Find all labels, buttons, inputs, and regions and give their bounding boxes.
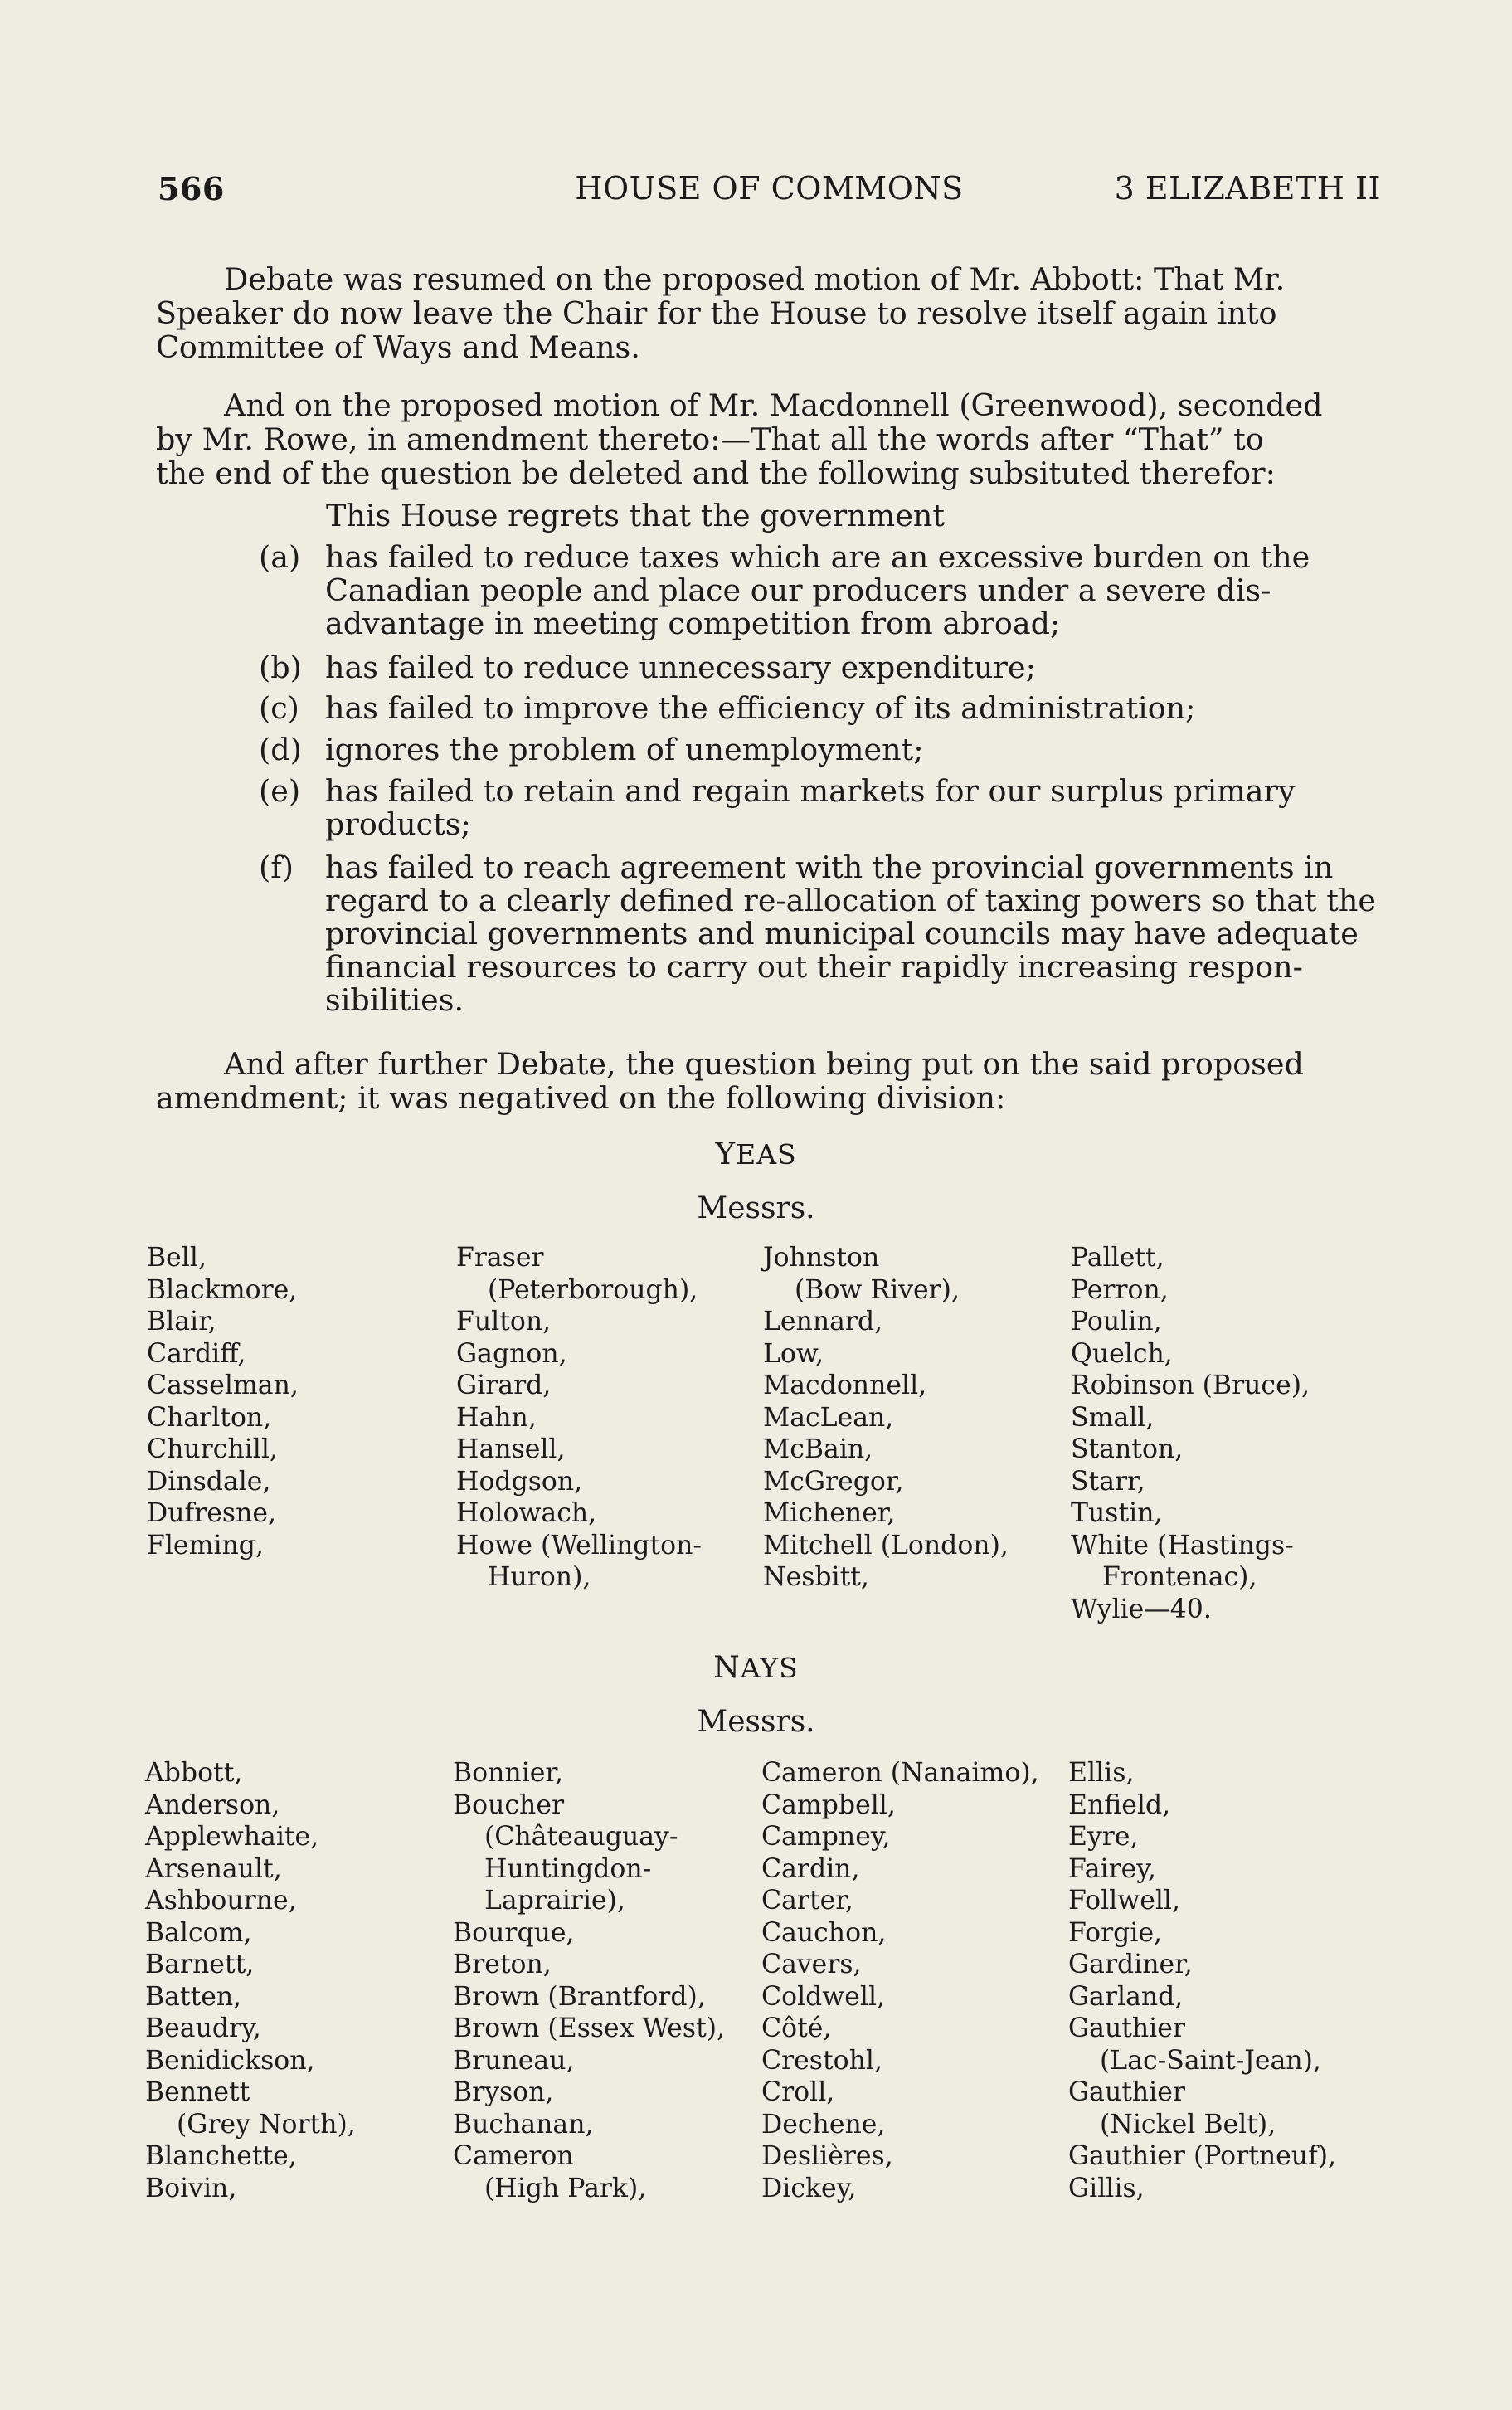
nays-column-1	[145, 1757, 356, 2204]
member-name: Bourque,	[453, 1917, 575, 1948]
member-name: Casselman,	[147, 1371, 299, 1400]
amendment-lead: This House regrets that the government	[326, 498, 946, 533]
yeas-column-2	[456, 1242, 702, 1594]
member-name: Frontenac),	[1102, 1562, 1257, 1592]
amendment-item-d: (d) ignores the problem of unemployment;	[259, 732, 924, 767]
member-name: Huntingdon-	[484, 1853, 652, 1884]
member-name: Cavers,	[761, 1950, 862, 1979]
member-name: Cauchon,	[761, 1917, 887, 1948]
member-name: Hahn,	[456, 1402, 537, 1433]
nays-column-2	[453, 1757, 725, 2204]
member-name: (High Park),	[484, 2173, 647, 2203]
member-name: Buchanan,	[453, 2109, 594, 2140]
member-name: McGregor,	[763, 1466, 904, 1497]
member-name: Hodgson,	[456, 1466, 583, 1497]
member-name: Dickey,	[761, 2173, 857, 2203]
member-name: Ashbourne,	[145, 1886, 297, 1916]
member-name: Arsenault,	[145, 1853, 282, 1884]
member-name: Gauthier	[1068, 2077, 1185, 2107]
member-name: Perron,	[1071, 1274, 1169, 1305]
member-name: Forgie,	[1068, 1917, 1163, 1948]
member-name: (Nickel Belt),	[1100, 2109, 1276, 2140]
member-name: Boivin,	[145, 2173, 237, 2203]
amendment-item-a: (a) has failed to reduce taxes which are an excessive burden on the Canadian people and place our producers under a severe dis- advantage in meeting competition from abroad;	[259, 539, 1310, 641]
member-name: Fleming,	[147, 1530, 264, 1560]
member-name: Follwell,	[1068, 1886, 1181, 1916]
member-name: Anderson,	[145, 1789, 280, 1820]
member-name: Bryson,	[453, 2077, 554, 2107]
member-name: Dechene,	[761, 2109, 886, 2140]
member-name: Brown (Brantford),	[453, 1981, 706, 2012]
member-name: Stanton,	[1071, 1434, 1184, 1464]
member-name: Campbell,	[761, 1789, 896, 1820]
member-name: Balcom,	[145, 1917, 252, 1948]
member-name: Gauthier	[1068, 2013, 1185, 2043]
member-name: Pallett,	[1071, 1243, 1164, 1273]
amendment-item-e: (e) has failed to retain and regain markets for our surplus primary products;	[259, 773, 1296, 842]
member-name: Holowach,	[456, 1498, 597, 1528]
member-name: Tustin,	[1071, 1498, 1163, 1528]
member-name: Gardiner,	[1068, 1950, 1193, 1979]
member-name: Mitchell (London),	[763, 1530, 1009, 1560]
member-name: White (Hastings-	[1071, 1530, 1294, 1560]
member-name: Robinson (Bruce),	[1071, 1371, 1310, 1400]
nays-column-4	[1068, 1757, 1336, 2204]
member-name: Lennard,	[763, 1307, 883, 1336]
member-name: Small,	[1071, 1402, 1155, 1433]
member-name: Low,	[763, 1338, 824, 1369]
member-name: Gauthier (Portneuf),	[1068, 2141, 1337, 2171]
member-name: Carter,	[761, 1886, 853, 1916]
member-name: Deslières,	[761, 2141, 893, 2171]
member-name: (Lac-Saint-Jean),	[1100, 2045, 1321, 2076]
member-name: Charlton,	[147, 1402, 272, 1433]
member-name: Boucher	[453, 1789, 565, 1820]
nays-messrs: Messrs.	[697, 1705, 815, 1739]
yeas-messrs: Messrs.	[697, 1191, 815, 1225]
member-name: Eyre,	[1068, 1822, 1139, 1852]
member-name: Cardiff,	[147, 1338, 246, 1369]
member-name: Garland,	[1068, 1981, 1184, 2012]
amendment-item-c: (c) has failed to improve the efficiency of its administration;	[259, 690, 1196, 726]
page-header	[158, 170, 1381, 212]
member-name: Cameron (Nanaimo),	[761, 1758, 1039, 1788]
member-name: Fraser	[456, 1243, 544, 1273]
member-name: Girard,	[456, 1371, 552, 1400]
member-name: Blanchette,	[145, 2141, 297, 2171]
member-name: Blackmore,	[147, 1274, 298, 1305]
member-name: Campney,	[761, 1822, 891, 1852]
nays-column-3	[761, 1757, 1039, 2204]
member-name: Huron),	[488, 1562, 591, 1592]
member-name: (Bow River),	[795, 1274, 960, 1305]
member-name: Johnston	[763, 1243, 880, 1273]
member-name: Gagnon,	[456, 1338, 567, 1369]
member-name: MacLean,	[763, 1402, 894, 1433]
member-name: Macdonnell,	[763, 1371, 927, 1400]
member-name: Cardin,	[761, 1853, 860, 1884]
member-name: Coldwell,	[761, 1981, 886, 2012]
member-name: Fairey,	[1068, 1853, 1156, 1884]
member-name: Wylie—40.	[1071, 1594, 1212, 1624]
division-paragraph: And after further Debate, the question being put on the said proposed amendment; it was negatived on the following division:	[156, 1046, 1304, 1116]
member-name: Benidickson,	[145, 2045, 315, 2076]
member-name: Bonnier,	[453, 1758, 564, 1788]
amendment-motion-paragraph: And on the proposed motion of Mr. Macdonnell (Greenwood), seconded by Mr. Rowe, in amendment thereto:—That all the words after “That” to the end of the question be deleted and the following subsituted therefor:	[156, 387, 1323, 491]
debate-resumed-paragraph: Debate was resumed on the proposed motion of Mr. Abbott: That Mr. Speaker do now leave the Chair for the House to resolve itself again into Committee of Ways and Means.	[156, 261, 1286, 365]
amendment-item-f: (f) has failed to reach agreement with the provincial governments in regard to a clearly defined re-allocation of taxing powers so that the provincial governments and municipal councils may have adequate financial resources to carry out their rapidly increasing respon- sibilities.	[259, 850, 1377, 1018]
member-name: Bell,	[147, 1243, 207, 1273]
member-name: Applewhaite,	[145, 1822, 319, 1852]
yeas-column-1	[147, 1242, 299, 1561]
member-name: Beaudry,	[145, 2013, 261, 2043]
amendment-item-b: (b) has failed to reduce unnecessary expenditure;	[259, 650, 1036, 685]
yeas-column-3	[763, 1242, 1009, 1594]
running-title: HOUSE OF COMMONS	[575, 170, 964, 207]
member-name: Dufresne,	[147, 1498, 277, 1528]
member-name: Cameron	[453, 2141, 574, 2171]
member-name: Dinsdale,	[147, 1466, 271, 1497]
member-name: Côté,	[761, 2013, 832, 2043]
member-name: (Peterborough),	[488, 1274, 698, 1305]
member-name: Poulin,	[1071, 1307, 1162, 1336]
member-name: Bennett	[145, 2077, 250, 2107]
member-name: (Grey North),	[177, 2109, 356, 2140]
member-name: Michener,	[763, 1498, 896, 1528]
member-name: Fulton,	[456, 1307, 552, 1336]
member-name: Bruneau,	[453, 2045, 575, 2076]
member-name: Laprairie),	[484, 1886, 625, 1916]
page-number: 566	[158, 170, 225, 207]
member-name: Churchill,	[147, 1434, 278, 1464]
member-name: Ellis,	[1068, 1758, 1135, 1788]
member-name: McBain,	[763, 1434, 873, 1464]
yeas-heading: YEAS	[715, 1137, 797, 1171]
yeas-column-4	[1071, 1242, 1310, 1625]
member-name: (Châteauguay-	[484, 1822, 678, 1852]
member-name: Barnett,	[145, 1950, 255, 1979]
member-name: Howe (Wellington-	[456, 1530, 703, 1560]
member-name: Gillis,	[1068, 2173, 1145, 2203]
member-name: Crestohl,	[761, 2045, 882, 2076]
session-label: 3 ELIZABETH II	[1114, 170, 1381, 207]
member-name: Hansell,	[456, 1434, 566, 1464]
member-name: Enfield,	[1068, 1789, 1171, 1820]
member-name: Croll,	[761, 2077, 835, 2107]
member-name: Brown (Essex West),	[453, 2013, 726, 2043]
member-name: Batten,	[145, 1981, 242, 2012]
member-name: Abbott,	[145, 1758, 243, 1788]
member-name: Starr,	[1071, 1466, 1145, 1497]
nays-heading: NAYS	[713, 1651, 799, 1685]
member-name: Nesbitt,	[763, 1562, 869, 1592]
member-name: Quelch,	[1071, 1338, 1173, 1369]
member-name: Blair,	[147, 1307, 216, 1336]
member-name: Breton,	[453, 1950, 552, 1979]
